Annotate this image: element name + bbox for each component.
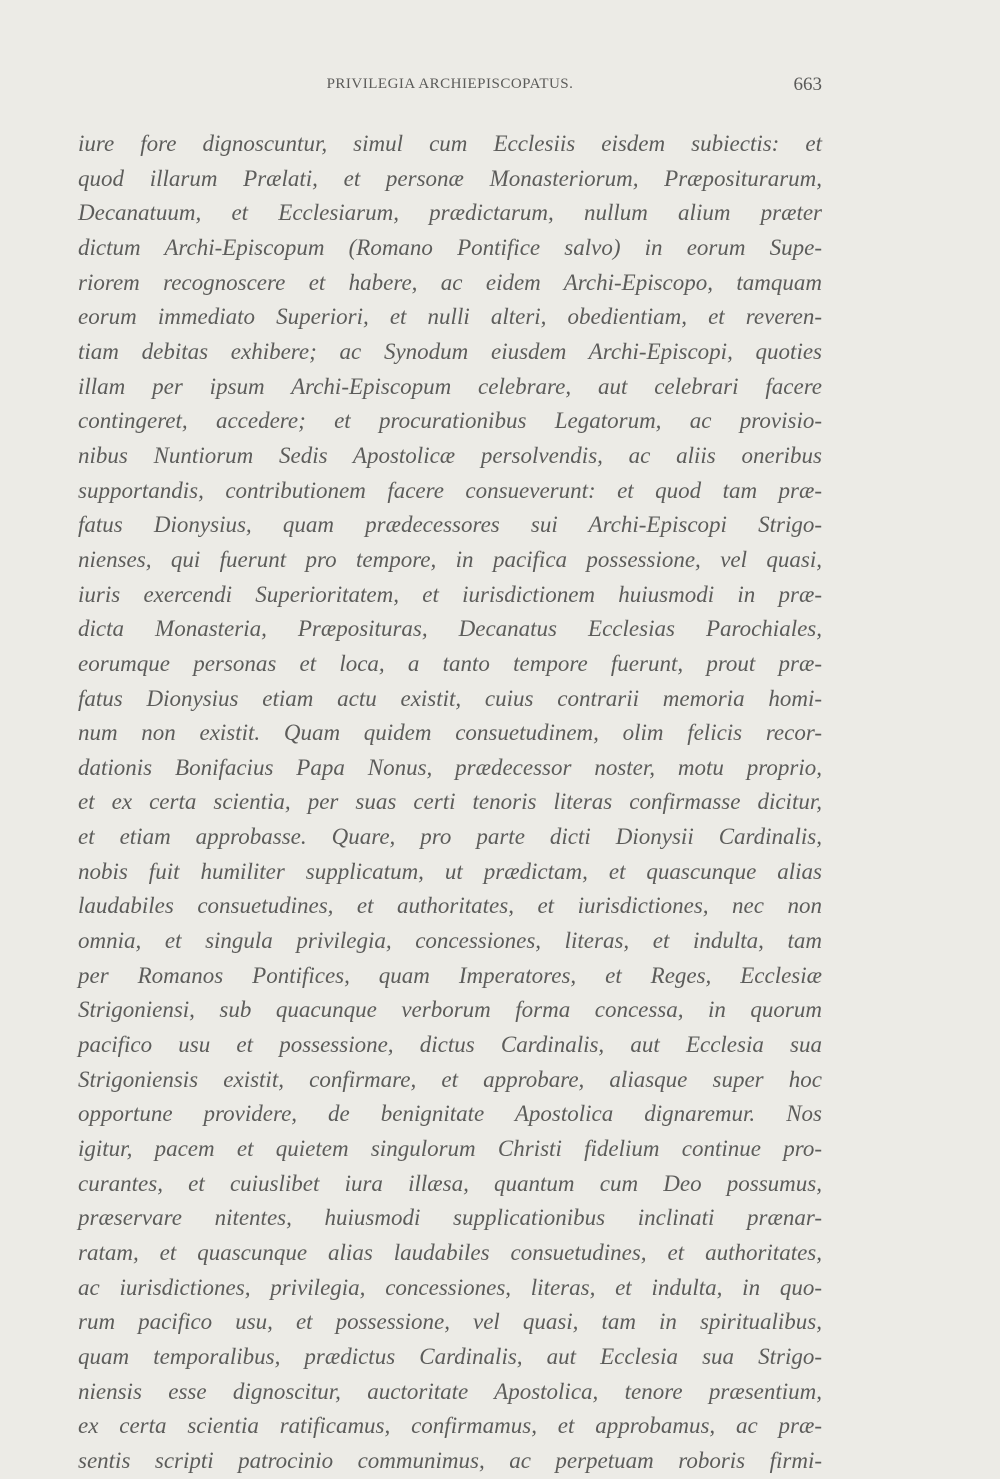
text-line: fatus Dionysius, quam prædecessores sui Archi-Episcopi Strigo- [78, 512, 822, 538]
running-head [78, 76, 822, 100]
text-line: igitur, pacem et quietem singulorum Christi fidelium continue pro- [78, 1136, 822, 1162]
text-line: contingeret, accedere; et procurationibus Legatorum, ac provisio- [78, 408, 822, 434]
text-line: iuris exercendi Superioritatem, et iurisdictionem huiusmodi in præ- [78, 581, 822, 607]
text-line: Strigoniensi, sub quacunque verborum forma concessa, in quorum [78, 997, 822, 1023]
text-line: ratam, et quascunque alias laudabiles consuetudines, et authoritates, [78, 1240, 822, 1265]
text-line: num non existit. Quam quidem consuetudinem, olim felicis recor- [78, 720, 822, 746]
text-line: niensis esse dignoscitur, auctoritate Apostolica, tenore præsentium, [78, 1378, 822, 1404]
text-line: nobis fuit humiliter supplicatum, ut prædictam, et quascunque alias [78, 858, 822, 884]
text-line: supportandis, contributionem facere consueverunt: et quod tam præ- [78, 477, 822, 503]
text-line: omnia, et singula privilegia, concessiones, literas, et indulta, tam [78, 928, 822, 954]
text-line: nibus Nuntiorum Sedis Apostolicæ persolvendis, ac aliis oneribus [78, 442, 822, 468]
text-line: iure fore dignoscuntur, simul cum Ecclesiis eisdem subiectis: et [78, 131, 822, 156]
text-line: dicta Monasteria, Præposituras, Decanatus Ecclesias Parochiales, [78, 616, 822, 642]
text-line: tiam debitas exhibere; ac Synodum eiusdem Archi-Episcopi, quoties [78, 338, 822, 364]
text-line: eorumque personas et loca, a tanto tempore fuerunt, prout præ- [78, 650, 822, 676]
text-line: eorum immediato Superiori, et nulli alteri, obedientiam, et reveren- [78, 304, 822, 330]
text-line: quam temporalibus, prædictus Cardinalis, aut Ecclesia sua Strigo- [78, 1343, 822, 1369]
text-line: quod illarum Prælati, et personæ Monasteriorum, Præpositurarum, [78, 165, 822, 191]
text-line: Strigoniensis existit, confirmare, et approbare, aliasque super hoc [78, 1066, 822, 1092]
text-line: illam per ipsum Archi-Episcopum celebrare, aut celebrari facere [78, 373, 822, 399]
text-line: et etiam approbasse. Quare, pro parte dicti Dionysii Cardinalis, [78, 824, 822, 850]
text-line: nienses, qui fuerunt pro tempore, in pacifica possessione, vel quasi, [78, 546, 822, 572]
text-line: per Romanos Pontifices, quam Imperatores, et Reges, Ecclesiæ [78, 962, 822, 988]
running-title: PRIVILEGIA ARCHIEPISCOPATUS. [326, 76, 574, 92]
text-line: ex certa scientia ratificamus, confirmamus, et approbamus, ac præ- [78, 1413, 822, 1439]
text-line: pacifico usu et possessione, dictus Cardinalis, aut Ecclesia sua [78, 1032, 822, 1058]
text-line: sentis scripti patrocinio communimus, ac perpetuam roboris firmi- [78, 1447, 822, 1473]
text-line: Decanatuum, et Ecclesiarum, prædictarum, nullum alium præter [78, 200, 822, 226]
page-number: 663 [793, 74, 822, 95]
text-line: riorem recognoscere et habere, ac eidem Archi-Episcopo, tamquam [78, 269, 822, 295]
text-line: laudabiles consuetudines, et authoritates, et iurisdictiones, nec non [78, 893, 822, 919]
text-line: opportune providere, de benignitate Apostolica dignaremur. Nos [78, 1101, 822, 1127]
text-line: fatus Dionysius etiam actu existit, cuius contrarii memoria homi- [78, 685, 822, 711]
text-line: præservare nitentes, huiusmodi supplicationibus inclinati prænar- [78, 1205, 822, 1231]
text-line: ac iurisdictiones, privilegia, concessiones, literas, et indulta, in quo- [78, 1274, 822, 1300]
text-line: dationis Bonifacius Papa Nonus, prædecessor noster, motu proprio, [78, 754, 822, 780]
text-line: dictum Archi-Episcopum (Romano Pontifice salvo) in eorum Supe- [78, 234, 822, 260]
text-line: rum pacifico usu, et possessione, vel quasi, tam in spiritualibus, [78, 1309, 822, 1335]
text-line: et ex certa scientia, per suas certi tenoris literas confirmasse dicitur, [78, 789, 822, 815]
body-text [78, 127, 822, 1479]
text-line: curantes, et cuiuslibet iura illæsa, quantum cum Deo possumus, [78, 1170, 822, 1196]
